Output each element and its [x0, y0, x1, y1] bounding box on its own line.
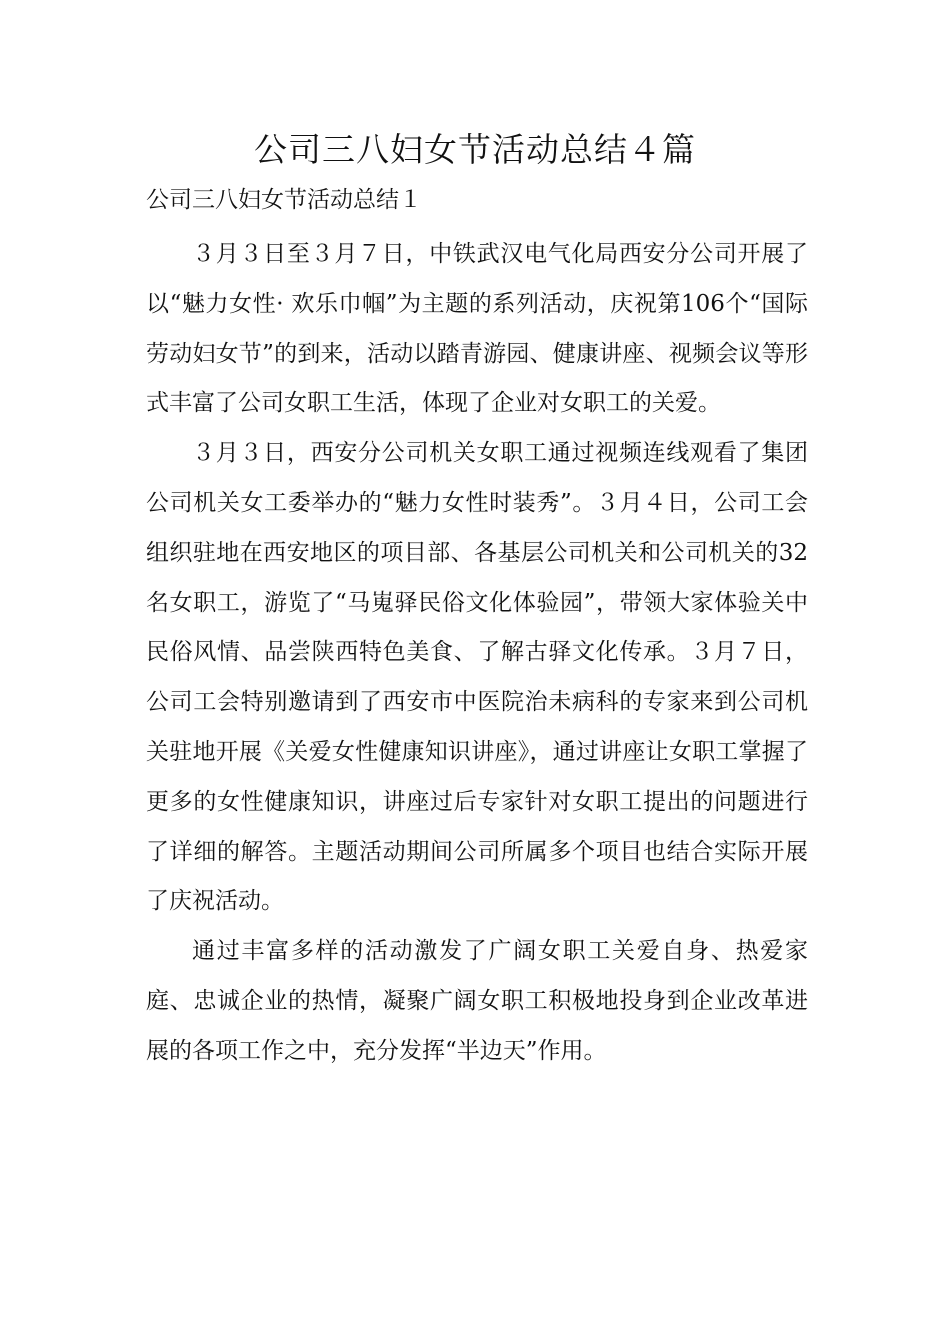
- paragraph-2: ３月３日，西安分公司机关女职工通过视频连线观看了集团公司机关女工委举办的“魅力女性时装秀”。３月４日，公司工会组织驻地在西安地区的项目部、各基层公司机关和公司机关的32名女职工，游览了“马嵬驿民俗文化体验园”，带领大家体验关中民俗风情、品尝陕西特色美食、了解古驿文化传承。３月７日，公司工会特别邀请到了西安市中医院治未病科的专家来到公司机关驻地开展《关爱女性健康知识讲座》，通过讲座让女职工掌握了更多的女性健康知识，讲座过后专家针对女职工提出的问题进行了详细的解答。主题活动期间公司所属多个项目也结合实际开展了庆祝活动。: [146, 440, 808, 915]
- document-title: 公司三八妇女节活动总结４篇: [254, 130, 696, 169]
- document-body: [146, 230, 808, 1077]
- paragraph-3: 通过丰富多样的活动激发了广阔女职工关爱自身、热爱家庭、忠诚企业的热情，凝聚广阔女职工积极地投身到企业改革进展的各项工作之中，充分发挥“半边天”作用。: [146, 938, 808, 1064]
- paragraph-1: ３月３日至３月７日，中铁武汉电气化局西安分公司开展了以“魅力女性· 欢乐巾帼”为主题的系列活动，庆祝第106个“国际劳动妇女节”的到来，活动以踏青游园、健康讲座、视频会议等形式丰富了公司女职工生活，体现了企业对女职工的关爱。: [146, 241, 808, 417]
- section-heading: 公司三八妇女节活动总结１: [146, 187, 422, 213]
